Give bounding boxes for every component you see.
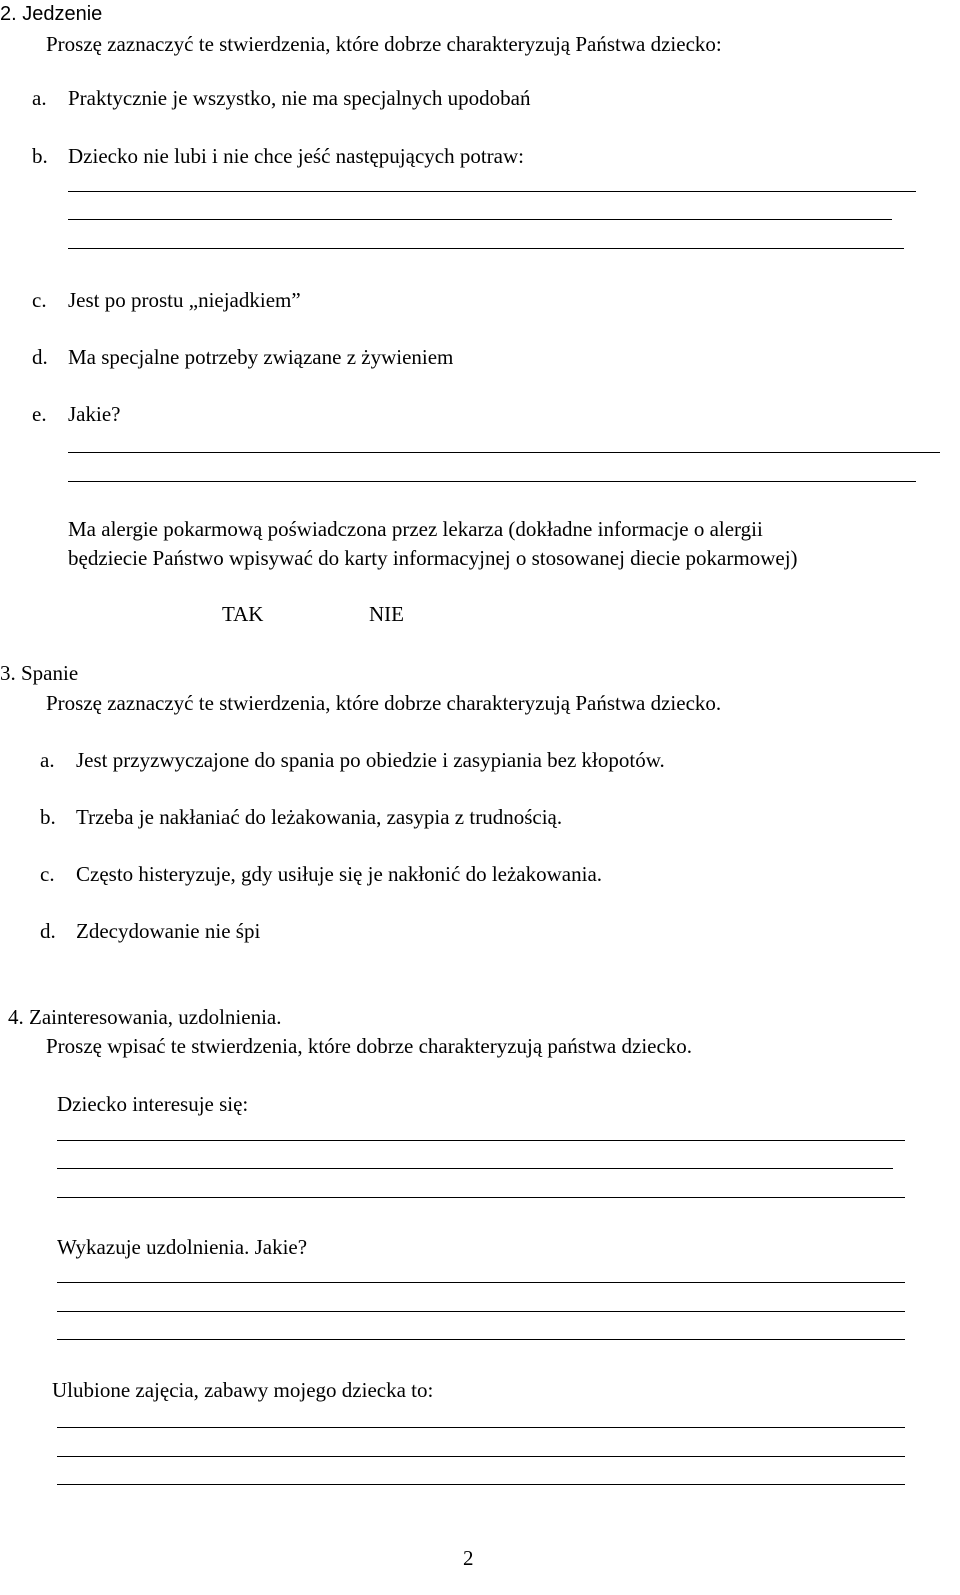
allergy-text-line-2: będziecie Państwo wpisywać do karty informacyjnej o stosowanej diecie pokarmowej) <box>68 546 798 570</box>
allergy-text-line-1: Ma alergie pokarmową poświadczona przez lekarza (dokładne informacje o alergii <box>68 517 763 541</box>
answer-line-interests-2[interactable] <box>57 1168 893 1169</box>
section-4-instruction: Proszę wpisać te stwierdzenia, które dobrze charakteryzują państwa dziecko. <box>46 1034 693 1058</box>
answer-line-food-3[interactable] <box>68 248 904 249</box>
answer-line-needs-1[interactable] <box>68 452 940 453</box>
option-2c-text: Jest po prostu „niejadkiem” <box>68 288 301 312</box>
favorites-label: Ulubione zajęcia, zabawy mojego dziecka to: <box>52 1378 434 1402</box>
answer-line-food-2[interactable] <box>68 219 892 220</box>
page-number: 2 <box>463 1546 474 1570</box>
answer-line-talents-3[interactable] <box>57 1339 905 1340</box>
section-2-instruction: Proszę zaznaczyć te stwierdzenia, które dobrze charakteryzują Państwa dziecko: <box>46 32 722 56</box>
allergy-yes-option[interactable]: TAK <box>222 602 264 626</box>
option-2d-text: Ma specjalne potrzeby związane z żywieniem <box>68 345 454 369</box>
section-3-instruction: Proszę zaznaczyć te stwierdzenia, które dobrze charakteryzują Państwa dziecko. <box>46 691 722 715</box>
option-3b-letter: b. <box>40 805 56 829</box>
option-3b-text: Trzeba je nakłaniać do leżakowania, zasypia z trudnością. <box>76 805 563 829</box>
allergy-no-option[interactable]: NIE <box>369 602 404 626</box>
section-2-heading: 2. Jedzenie <box>0 3 103 25</box>
option-3a-letter: a. <box>40 748 55 772</box>
option-3a-text: Jest przyzwyczajone do spania po obiedzie i zasypiania bez kłopotów. <box>76 748 665 772</box>
answer-line-favorites-3[interactable] <box>57 1484 905 1485</box>
section-3-heading: 3. Spanie <box>0 661 79 685</box>
option-2a-letter: a. <box>32 86 47 110</box>
option-3d-letter: d. <box>40 919 56 943</box>
answer-line-interests-3[interactable] <box>57 1197 905 1198</box>
option-3c-text: Często histeryzuje, gdy usiłuje się je nakłonić do leżakowania. <box>76 862 603 886</box>
option-3d-text: Zdecydowanie nie śpi <box>76 919 261 943</box>
answer-line-needs-2[interactable] <box>68 481 916 482</box>
answer-line-talents-1[interactable] <box>57 1282 905 1283</box>
answer-line-favorites-2[interactable] <box>57 1456 905 1457</box>
option-2d-letter: d. <box>32 345 48 369</box>
answer-line-talents-2[interactable] <box>57 1311 905 1312</box>
answer-line-favorites-1[interactable] <box>57 1427 905 1428</box>
option-2c-letter: c. <box>32 288 47 312</box>
option-2e-letter: e. <box>32 402 47 426</box>
option-2e-text: Jakie? <box>68 402 121 426</box>
interests-label: Dziecko interesuje się: <box>57 1092 249 1116</box>
section-4-heading: 4. Zainteresowania, uzdolnienia. <box>8 1005 282 1029</box>
option-2b-text: Dziecko nie lubi i nie chce jeść następujących potraw: <box>68 144 524 168</box>
answer-line-interests-1[interactable] <box>57 1140 905 1141</box>
option-3c-letter: c. <box>40 862 55 886</box>
talents-label: Wykazuje uzdolnienia. Jakie? <box>57 1235 308 1259</box>
option-2b-letter: b. <box>32 144 48 168</box>
answer-line-food-1[interactable] <box>68 191 916 192</box>
option-2a-text: Praktycznie je wszystko, nie ma specjalnych upodobań <box>68 86 531 110</box>
